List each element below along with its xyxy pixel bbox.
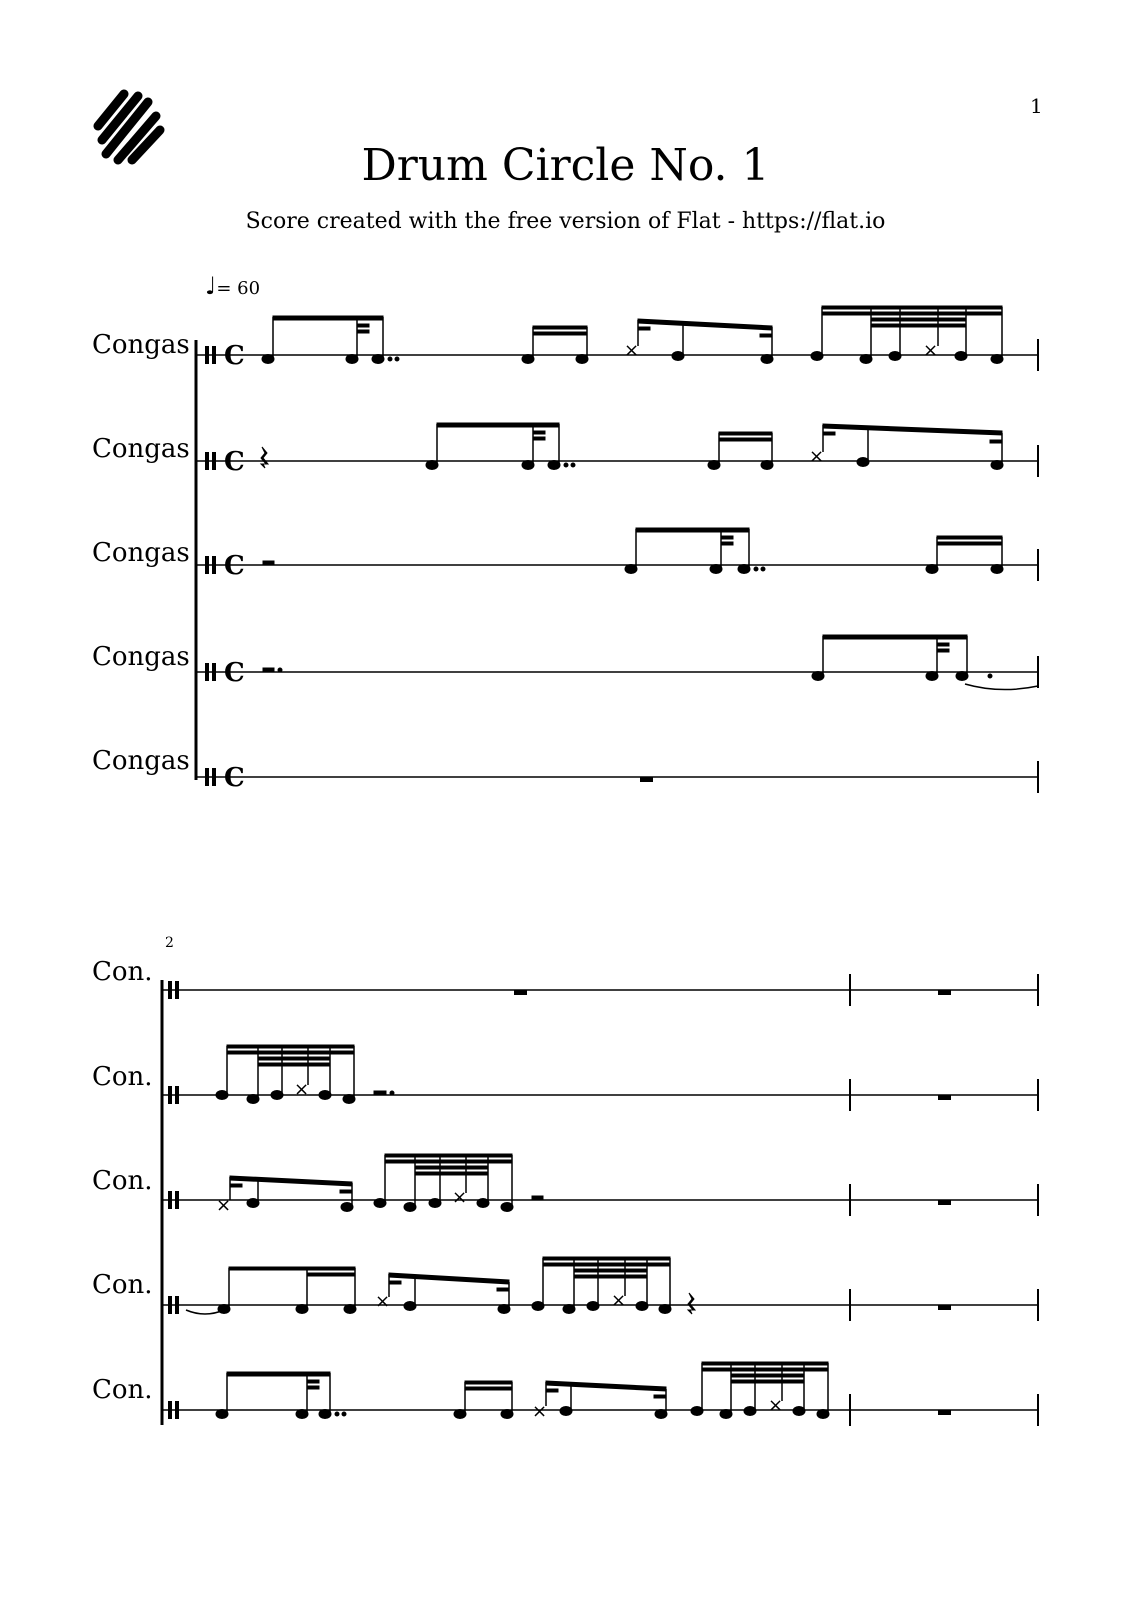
svg-text:C: C <box>224 763 245 793</box>
svg-text:×: × <box>923 340 939 361</box>
staff-2-notes <box>261 423 1003 470</box>
measure-number: 2 <box>165 935 174 951</box>
svg-text:×: × <box>375 1291 391 1312</box>
staff-label: Con. <box>92 1166 153 1196</box>
svg-text:×: × <box>532 1401 548 1422</box>
sys2-staff-5-notes <box>216 1362 829 1422</box>
page-number: 1 <box>1030 94 1043 118</box>
sys2-staff-3-notes <box>216 1154 543 1216</box>
staff-3-notes <box>263 528 1003 574</box>
percussion-clef-icon <box>205 658 245 688</box>
svg-text:×: × <box>611 1290 627 1311</box>
staff-label: Con. <box>92 957 153 987</box>
svg-text:×: × <box>294 1079 310 1100</box>
svg-text:C: C <box>224 447 245 477</box>
svg-text:×: × <box>452 1187 468 1208</box>
percussion-clef-icon <box>205 551 245 581</box>
whole-rests <box>514 990 951 1415</box>
svg-text:×: × <box>624 340 640 361</box>
staff-5-notes <box>640 777 653 782</box>
staff-label: Congas <box>92 642 190 672</box>
staff-label: Congas <box>92 434 190 464</box>
svg-text:×: × <box>216 1195 232 1216</box>
svg-text:×: × <box>768 1395 784 1416</box>
staff-label: Congas <box>92 538 190 568</box>
svg-text:×: × <box>809 446 825 467</box>
score-subtitle: Score created with the free version of Flat - https://flat.io <box>245 209 886 234</box>
percussion-clef-icon <box>205 341 245 371</box>
staff-label: Congas <box>92 746 190 776</box>
score-title: Drum Circle No. 1 <box>361 140 770 191</box>
staff-4-notes <box>263 635 1038 690</box>
svg-text:C: C <box>224 658 245 688</box>
staff-label: Congas <box>92 330 190 360</box>
system-1 <box>196 306 1038 793</box>
staff-label: Con. <box>92 1062 153 1092</box>
percussion-clef-icon <box>205 447 245 477</box>
tempo-text: = 60 <box>216 278 261 299</box>
staff-label: Con. <box>92 1375 153 1405</box>
quarter-note-icon: ♩ <box>205 272 217 300</box>
percussion-clef-icon <box>205 763 245 793</box>
svg-text:C: C <box>224 551 245 581</box>
system-2 <box>162 974 1038 1426</box>
staff-label: Con. <box>92 1270 153 1300</box>
svg-text:C: C <box>224 341 245 371</box>
